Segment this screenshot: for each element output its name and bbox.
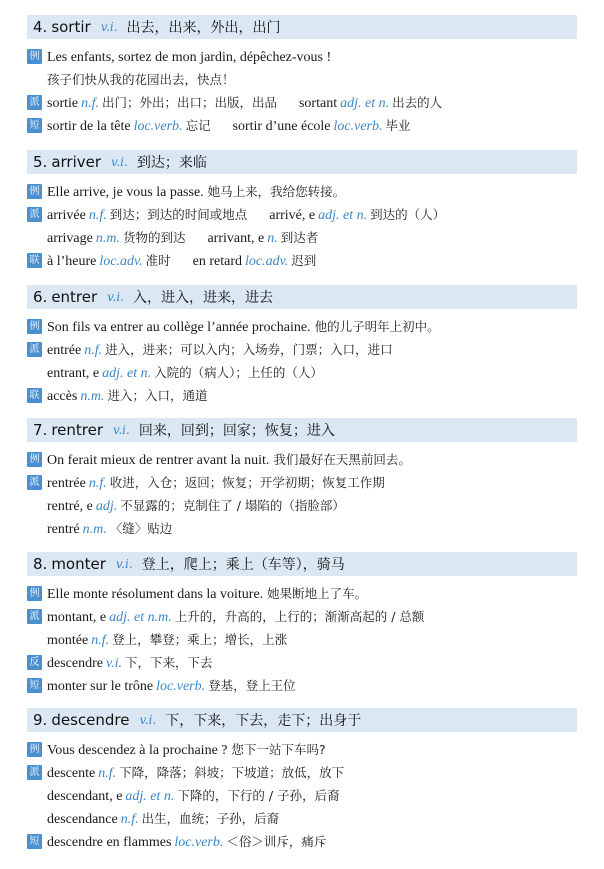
example-cn: 我们最好在天黑前回去。	[273, 452, 411, 467]
derived-badge: 派	[27, 342, 42, 357]
antonym-word: descendre	[47, 656, 103, 671]
phrase-word: monter sur le trône	[47, 679, 154, 694]
example-line	[27, 315, 577, 338]
related-gloss: 迟到	[291, 253, 317, 268]
example-badge: 例	[27, 49, 42, 64]
antonym-pos: v.i.	[105, 656, 123, 671]
derived-gloss: 上升的，升高的，上行的；渐渐高起的 / 总额	[174, 609, 425, 624]
phrase-word: sortir de la tête	[47, 119, 131, 134]
phrase-pos: loc.verb.	[333, 119, 383, 134]
derived-line	[27, 784, 577, 807]
derived-gloss: 〈缝〉贴边	[109, 521, 173, 536]
derived-gloss: 货物的到达	[122, 230, 186, 245]
headword-pos: v.i.	[100, 20, 118, 34]
phrase-gloss: 忘记	[185, 118, 211, 133]
derived-badge: 派	[27, 95, 42, 110]
entry-header	[27, 15, 577, 39]
derived-word: sortant	[298, 96, 338, 111]
headword: arriver	[51, 153, 102, 171]
derived-word: rentré, e	[47, 499, 93, 514]
derived-pos: adj. et n.m.	[109, 610, 172, 625]
phrase-gloss: 登基，登上王位	[208, 678, 296, 693]
headword: rentrer	[51, 421, 103, 439]
related-gloss: 准时	[145, 253, 171, 268]
derived-pos: adj. et n.	[125, 789, 175, 804]
derived-word: descendance	[47, 812, 118, 827]
derived-pos: adj. et n.	[318, 208, 368, 223]
entry-arriver	[27, 150, 577, 272]
example-badge: 例	[27, 319, 42, 334]
example-cn: 她果断地上了车。	[267, 586, 368, 601]
related-line	[27, 249, 577, 272]
phrase-badge: 短	[27, 118, 42, 133]
related-line	[27, 384, 577, 407]
derived-pos: adj. et n.	[102, 366, 152, 381]
entry-number: 8.	[33, 555, 48, 573]
derived-pos: n.m.	[82, 522, 107, 537]
derived-gloss: 到达；到达的时间或地点	[109, 207, 248, 222]
related-word: à l’heure	[47, 254, 97, 269]
derived-word: rentrée	[47, 476, 86, 491]
entry-header	[27, 708, 577, 732]
example-cn: 他的儿子明年上初中。	[314, 319, 440, 334]
phrase-line	[27, 114, 577, 137]
related-badge: 联	[27, 253, 42, 268]
example-fr: Son fils va entrer au collège l’année prochaine.	[47, 320, 311, 335]
derived-gloss: 下降的，下行的 / 子孙，后裔	[177, 788, 340, 803]
derived-gloss: 收进，入仓；返回；恢复；开学初期；恢复工作期	[109, 475, 385, 490]
derived-word: arrivant, e	[207, 231, 265, 246]
phrase-word: sortir d’une école	[232, 119, 331, 134]
entry-header	[27, 418, 577, 442]
derived-word: arrivage	[47, 231, 93, 246]
derived-gloss: 进入，进来；可以入内；入场券，门票；入口，进口	[105, 342, 393, 357]
related-gloss: 进入；入口，通道	[107, 388, 208, 403]
derived-line	[27, 203, 577, 226]
derived-line	[27, 761, 577, 784]
derived-gloss: 不显露的；克制住了 / 塌陷的（指脸部）	[120, 498, 345, 513]
derived-line	[27, 361, 577, 384]
derived-pos: n.m.	[95, 231, 120, 246]
headword-gloss: 回来，回到；回家；恢复；进入	[138, 423, 335, 439]
derived-word: montant, e	[47, 610, 107, 625]
derived-word: arrivée	[47, 208, 86, 223]
derived-word: entrée	[47, 343, 82, 358]
entry-header	[27, 552, 577, 576]
derived-word: sortie	[47, 96, 79, 111]
derived-pos: n.	[267, 231, 278, 246]
derived-gloss: 出生，血统；子孙，后裔	[141, 811, 280, 826]
derived-gloss: 出门；外出；出口；出版，出品	[102, 95, 278, 110]
example-translation-line	[27, 68, 577, 91]
related-pos: n.m.	[80, 389, 105, 404]
example-fr: Elle monte résolument dans la voiture.	[47, 587, 264, 602]
headword: sortir	[51, 18, 91, 36]
phrase-badge: 短	[27, 834, 42, 849]
derived-pos: n.f.	[91, 633, 110, 648]
example-cn: 您下一站下车吗?	[231, 742, 326, 757]
entry-descendre	[27, 708, 577, 853]
entry-monter	[27, 552, 577, 697]
example-line	[27, 738, 577, 761]
phrase-pos: loc.verb.	[174, 835, 224, 850]
example-fr: Les enfants, sortez de mon jardin, dépêchez-vous !	[47, 50, 332, 65]
example-line	[27, 180, 577, 203]
example-badge: 例	[27, 742, 42, 757]
example-line	[27, 45, 577, 68]
related-word: en retard	[192, 254, 242, 269]
derived-line	[27, 338, 577, 361]
headword-pos: v.i.	[139, 713, 157, 727]
derived-pos: n.f.	[88, 476, 107, 491]
derived-pos: adj.	[95, 499, 118, 514]
related-word: accès	[47, 389, 78, 404]
derived-badge: 派	[27, 207, 42, 222]
derived-line	[27, 494, 577, 517]
derived-line	[27, 807, 577, 830]
derived-gloss: 到达者	[280, 230, 319, 245]
example-badge: 例	[27, 452, 42, 467]
example-badge: 例	[27, 586, 42, 601]
derived-word: entrant, e	[47, 366, 100, 381]
phrase-gloss: ＜俗＞训斥，痛斥	[226, 834, 327, 849]
headword-gloss: 出去，出来，外出，出门	[126, 20, 281, 36]
headword: monter	[51, 555, 106, 573]
entry-number: 6.	[33, 288, 48, 306]
related-pos: loc.adv.	[244, 254, 289, 269]
derived-word: descendant, e	[47, 789, 123, 804]
phrase-badge: 短	[27, 678, 42, 693]
example-cn: 孩子们快从我的花园出去，快点！	[47, 72, 235, 87]
headword-pos: v.i.	[111, 155, 128, 169]
headword-gloss: 登上，爬上；乘上（车等），骑马	[141, 557, 345, 573]
derived-word: descente	[47, 766, 96, 781]
derived-gloss: 到达的（人）	[370, 207, 446, 222]
entry-rentrer	[27, 418, 577, 540]
derived-word: rentré	[47, 522, 80, 537]
derived-line	[27, 91, 577, 114]
phrase-pos: loc.verb.	[156, 679, 206, 694]
antonym-gloss: 下，下来，下去	[125, 655, 213, 670]
headword: descendre	[51, 711, 130, 729]
derived-line	[27, 628, 577, 651]
example-line	[27, 582, 577, 605]
derived-pos: n.f.	[98, 766, 117, 781]
derived-line	[27, 517, 577, 540]
related-pos: loc.adv.	[99, 254, 143, 269]
derived-line	[27, 226, 577, 249]
headword-gloss: 到达；来临	[136, 155, 207, 171]
entry-sortir	[27, 15, 577, 137]
derived-gloss: 下降，降落；斜坡；下坡道；放低，放下	[119, 765, 345, 780]
example-line	[27, 448, 577, 471]
entry-entrer	[27, 285, 577, 407]
derived-pos: n.f.	[81, 96, 99, 111]
example-badge: 例	[27, 184, 42, 199]
related-badge: 联	[27, 388, 42, 403]
entry-header	[27, 285, 577, 309]
entry-header	[27, 150, 577, 174]
phrase-word: descendre en flammes	[47, 835, 172, 850]
entry-number: 9.	[33, 711, 48, 729]
phrase-line	[27, 674, 577, 697]
derived-pos: n.f.	[84, 343, 103, 358]
example-fr: Vous descendez à la prochaine ?	[47, 743, 228, 758]
antonym-badge: 反	[27, 655, 42, 670]
entry-number: 7.	[33, 421, 48, 439]
derived-pos: n.f.	[120, 812, 139, 827]
derived-badge: 派	[27, 609, 42, 624]
entry-number: 5.	[33, 153, 48, 171]
phrase-pos: loc.verb.	[133, 119, 183, 134]
derived-gloss: 入院的（病人）；上任的（人）	[154, 365, 323, 380]
phrase-gloss: 毕业	[385, 118, 411, 133]
headword-gloss: 下，下来，下去，走下；出身于	[165, 713, 362, 729]
derived-gloss: 出去的人	[392, 95, 443, 110]
example-cn: 她马上来，我给您转接。	[207, 184, 346, 199]
headword-pos: v.i.	[115, 557, 133, 571]
entry-number: 4.	[33, 18, 48, 36]
example-fr: Elle arrive, je vous la passe.	[47, 185, 204, 200]
derived-line	[27, 471, 577, 494]
headword: entrer	[51, 288, 98, 306]
derived-gloss: 登上，攀登；乘上；增长，上涨	[112, 632, 288, 647]
derived-word: arrivé, e	[269, 208, 316, 223]
headword-gloss: 入，进入，进来，进去	[133, 290, 273, 306]
derived-badge: 派	[27, 475, 42, 490]
derived-badge: 派	[27, 765, 42, 780]
example-fr: On ferait mieux de rentrer avant la nuit.	[47, 453, 270, 468]
headword-pos: v.i.	[107, 290, 124, 304]
antonym-line	[27, 651, 577, 674]
derived-pos: n.f.	[88, 208, 107, 223]
derived-word: montée	[47, 633, 89, 648]
derived-line	[27, 605, 577, 628]
headword-pos: v.i.	[113, 423, 130, 437]
derived-pos: adj. et n.	[340, 96, 390, 111]
phrase-line	[27, 830, 577, 853]
